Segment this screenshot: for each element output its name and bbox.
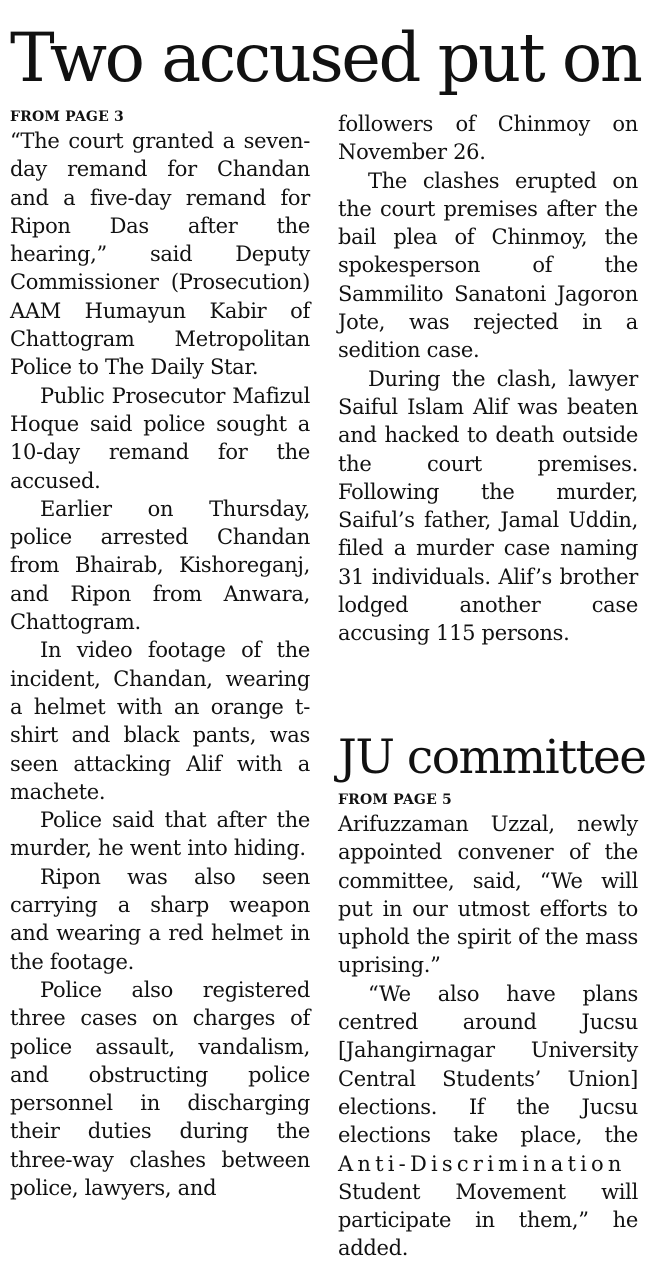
story2-spaced-text: Anti-Discrimination (338, 1151, 626, 1176)
story2-text: Student Movement will participate in them,” he added. (338, 1179, 638, 1261)
story1-paragraph: Earlier on Thursday, police arrested Chandan from Bhairab, Kishoreganj, and Ripon from Anwara, Chattogram. (10, 496, 310, 635)
story1-right-column (338, 110, 638, 648)
story1-left-column (10, 107, 310, 1202)
story2-text: “We also have plans centred around Jucsu [Jahangirnagar University Central Students’ Union] elections. If the Jucsu elections take place, the (338, 981, 638, 1148)
story2-paragraph: Arifuzzaman Uzzal, newly appointed convener of the committee, said, “We will put in our utmost efforts to uphold the spirit of the mass uprising.” (338, 812, 638, 978)
story2-headline: JU committee (338, 730, 646, 785)
story1-paragraph: “The court granted a seven-day remand for Chandan and a five-day remand for Ripon Das after the hearing,” said Deputy Commissioner (Prosecution) AAM Humayun Kabir of Chattogram Metropolitan Police to The Daily Star. (10, 129, 310, 380)
story1-paragraph: In video footage of the incident, Chandan, wearing a helmet with an orange t-shirt and black pants, was seen attacking Alif with a machete. (10, 638, 310, 804)
story1-paragraph: Police said that after the murder, he went into hiding. (10, 808, 310, 861)
story2-jump-line: FROM PAGE 5 (338, 792, 452, 808)
story1-jump-line: FROM PAGE 3 (10, 109, 124, 125)
story2-column (338, 790, 638, 1263)
story2-paragraph (338, 980, 638, 1263)
story1-paragraph: The clashes erupted on the court premises after the bail plea of Chinmoy, the spokesperson of the Sammilito Sanatoni Jagoron Jote, was rejected in a sedition case. (338, 168, 638, 363)
story1-paragraph: During the clash, lawyer Saiful Islam Alif was beaten and hacked to death outside the court premises. Following the murder, Saiful’s father, Jamal Uddin, filed a murder case naming 31 individuals. Alif’s brother lodged another case accusing 115 persons. (338, 366, 638, 646)
story1-paragraph: followers of Chinmoy on November 26. (338, 112, 638, 165)
story1-paragraph: Public Prosecutor Mafizul Hoque said police sought a 10-day remand for the accused. (10, 383, 310, 493)
headline: Two accused put on (10, 19, 641, 97)
story1-paragraph: Ripon was also seen carrying a sharp weapon and wearing a red helmet in the footage. (10, 864, 310, 974)
story1-paragraph: Police also registered three cases on charges of police assault, vandalism, and obstructing police personnel in discharging their duties during the three-way clashes between police, lawyers, and (10, 977, 310, 1200)
